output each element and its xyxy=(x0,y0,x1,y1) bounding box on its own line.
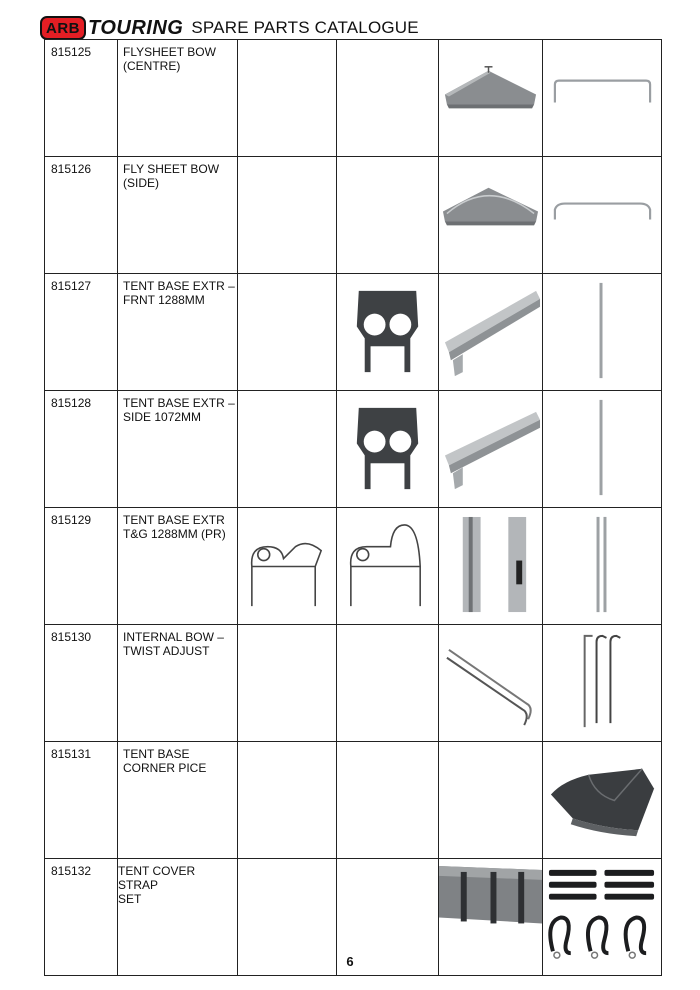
internal-bow-rods-image xyxy=(543,625,662,742)
page-number: 6 xyxy=(346,954,354,969)
touring-logo: TOURING xyxy=(88,16,184,39)
part-description: TENT BASE EXTR – FRNT 1288MM xyxy=(118,274,238,391)
corner-piece-image xyxy=(543,742,662,859)
part-number: 815131 xyxy=(45,742,118,859)
table-row xyxy=(45,157,662,274)
tg-profile-a-image xyxy=(238,508,337,625)
page-title: SPARE PARTS CATALOGUE xyxy=(191,18,419,37)
arb-logo: ARB xyxy=(40,16,86,40)
part-description: TENT BASE EXTR T&G 1288MM (PR) xyxy=(118,508,238,625)
tg-rod-pair-image xyxy=(543,508,662,625)
image-cell-empty xyxy=(337,625,439,742)
image-cell-empty xyxy=(337,40,439,157)
table-row xyxy=(45,508,662,625)
part-description: TENT BASE CORNER PICE xyxy=(118,742,238,859)
image-cell-empty xyxy=(238,625,337,742)
flysheet-bow-centre-image xyxy=(543,40,662,157)
extrusion-profile-image xyxy=(337,274,439,391)
part-description: TENT BASE EXTR – SIDE 1072MM xyxy=(118,391,238,508)
catalogue-header xyxy=(40,14,419,42)
part-description: TENT COVER STRAP SET xyxy=(118,859,238,976)
image-cell-empty xyxy=(238,742,337,859)
part-number: 815132 xyxy=(45,859,118,976)
image-cell-empty xyxy=(337,742,439,859)
part-description: INTERNAL BOW – TWIST ADJUST xyxy=(118,625,238,742)
image-cell-empty xyxy=(439,742,543,859)
extrusion-profile-image xyxy=(337,391,439,508)
tg-extrusion-pair-image xyxy=(439,508,543,625)
table-row xyxy=(45,391,662,508)
flysheet-centre-assembly-image xyxy=(439,40,543,157)
part-number: 815127 xyxy=(45,274,118,391)
extrusion-side-image xyxy=(439,391,543,508)
extrusion-rod-image xyxy=(543,391,662,508)
image-cell-empty xyxy=(238,391,337,508)
part-number: 815126 xyxy=(45,157,118,274)
extrusion-rod-image xyxy=(543,274,662,391)
image-cell-empty xyxy=(238,157,337,274)
part-description: FLY SHEET BOW (SIDE) xyxy=(118,157,238,274)
internal-bow-pair-image xyxy=(439,625,543,742)
part-number: 815128 xyxy=(45,391,118,508)
part-description: FLYSHEET BOW (CENTRE) xyxy=(118,40,238,157)
table-row xyxy=(45,40,662,157)
image-cell-empty xyxy=(337,157,439,274)
part-number: 815130 xyxy=(45,625,118,742)
flysheet-side-assembly-image xyxy=(439,157,543,274)
extrusion-front-image xyxy=(439,274,543,391)
table-row xyxy=(45,625,662,742)
part-number: 815129 xyxy=(45,508,118,625)
parts-table xyxy=(44,39,662,976)
table-row xyxy=(45,274,662,391)
table-row xyxy=(45,742,662,859)
tg-profile-b-image xyxy=(337,508,439,625)
flysheet-bow-side-image xyxy=(543,157,662,274)
image-cell-empty xyxy=(238,40,337,157)
part-number: 815125 xyxy=(45,40,118,157)
image-cell-empty xyxy=(238,274,337,391)
